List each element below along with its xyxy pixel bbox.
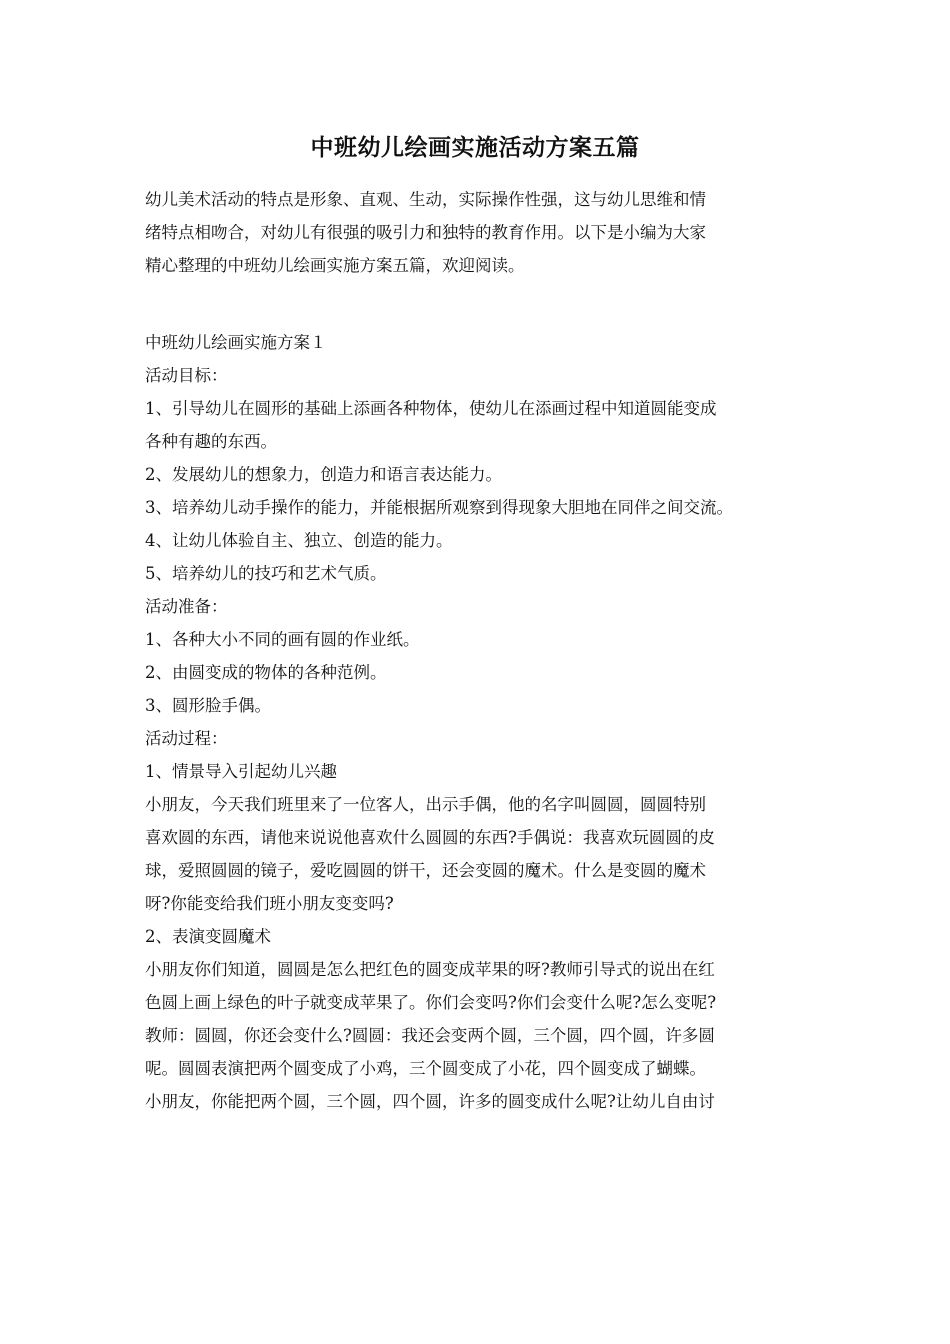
intro-line: 精心整理的中班幼儿绘画实施方案五篇，欢迎阅读。 [145,256,525,275]
body-line: 4、让幼儿体验自主、独立、创造的能力。 [145,531,453,550]
body-line: 色圆上画上绿色的叶子就变成苹果了。你们会变吗?你们会变什么呢?怎么变呢? [145,993,717,1012]
body-line: 3、圆形脸手偶。 [145,696,271,715]
body-line: 5、培养幼儿的技巧和艺术气质。 [145,564,387,583]
section-heading: 中班幼儿绘画实施方案１ [145,333,327,352]
body-line: 2、由圆变成的物体的各种范例。 [145,663,387,682]
intro-line: 绪特点相吻合，对幼儿有很强的吸引力和独特的教育作用。以下是小编为大家 [145,223,706,242]
intro-line: 幼儿美术活动的特点是形象、直观、生动，实际操作性强，这与幼儿思维和情 [145,190,706,209]
body-line: 小朋友，今天我们班里来了一位客人，出示手偶，他的名字叫圆圆，圆圆特别 [145,795,706,814]
body-line: 1、情景导入引起幼儿兴趣 [145,762,337,781]
body-line: 教师：圆圆，你还会变什么?圆圆：我还会变两个圆，三个圆，四个圆，许多圆 [145,1026,715,1045]
body-line: 球，爱照圆圆的镜子，爱吃圆圆的饼干，还会变圆的魔术。什么是变圆的魔术 [145,861,706,880]
body-line: 喜欢圆的东西，请他来说说他喜欢什么圆圆的东西?手偶说：我喜欢玩圆圆的皮 [145,828,715,847]
body-line: 呀?你能变给我们班小朋友变变吗? [145,894,394,913]
body-line: 2、发展幼儿的想象力，创造力和语言表达能力。 [145,465,502,484]
body-line: 小朋友你们知道，圆圆是怎么把红色的圆变成苹果的呀?教师引导式的说出在红 [145,960,715,979]
body-line: 1、各种大小不同的画有圆的作业纸。 [145,630,420,649]
body-line: 呢。圆圆表演把两个圆变成了小鸡，三个圆变成了小花，四个圆变成了蝴蝶。 [145,1059,706,1078]
subheading-goals: 活动目标： [145,366,228,385]
paragraph-spacer [145,282,815,326]
subheading-process: 活动过程： [145,729,228,748]
document-title: 中班幼儿绘画实施活动方案五篇 [310,134,640,161]
body-line: 2、表演变圆魔术 [145,927,271,946]
document-body [145,183,815,1118]
body-line: 1、引导幼儿在圆形的基础上添画各种物体，使幼儿在添画过程中知道圆能变成 [145,399,717,418]
body-line: 3、培养幼儿动手操作的能力，并能根据所观察到得现象大胆地在同伴之间交流。 [145,498,733,517]
subheading-preparation: 活动准备： [145,597,228,616]
body-line: 各种有趣的东西。 [145,432,277,451]
body-line: 小朋友，你能把两个圆，三个圆，四个圆，许多的圆变成什么呢?让幼儿自由讨 [145,1092,715,1111]
